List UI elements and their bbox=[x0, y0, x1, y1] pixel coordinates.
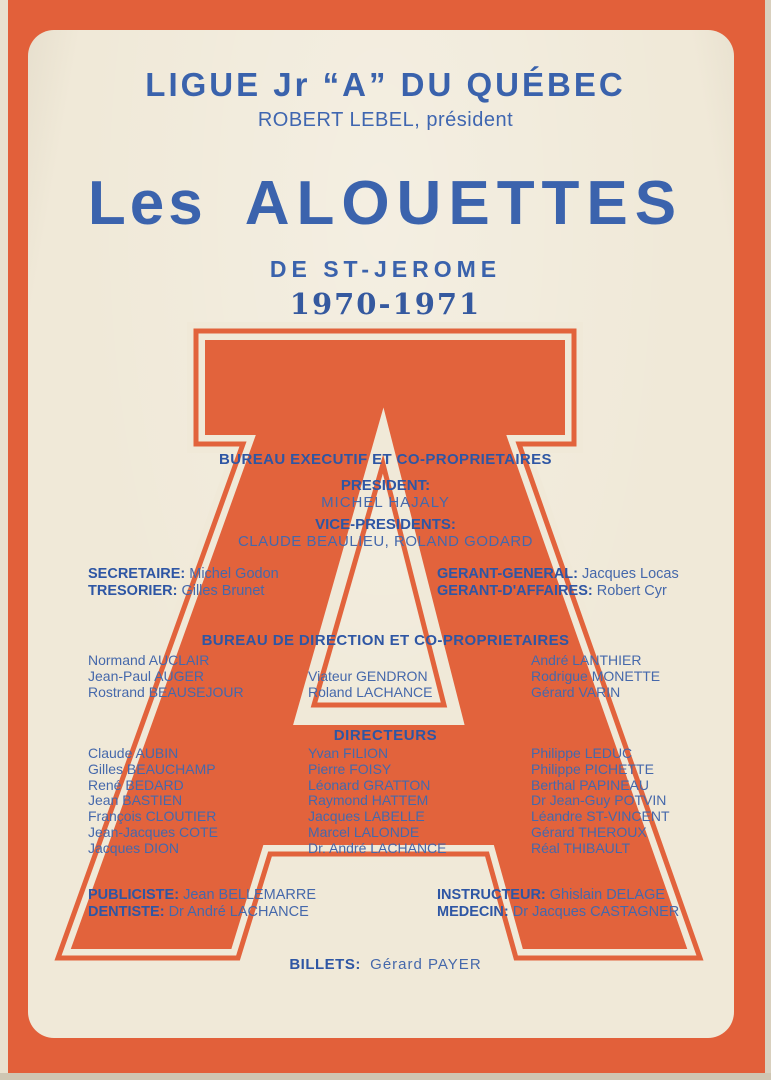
officer-label: SECRETAIRE: bbox=[88, 566, 186, 582]
team-title-prefix: Les bbox=[87, 169, 207, 238]
team-title-name: ALOUETTES bbox=[244, 169, 684, 238]
member-name: Réal THIBAULT bbox=[531, 839, 631, 856]
member-name: Jacques LABELLE bbox=[308, 808, 425, 825]
member-name: Roland LACHANCE bbox=[308, 684, 433, 700]
staff-row bbox=[437, 887, 679, 904]
member-name: Léandre ST-VINCENT bbox=[531, 808, 670, 825]
member-name: François CLOUTIER bbox=[88, 808, 217, 825]
billets-line bbox=[0, 956, 771, 973]
member-name: Léonard GRATTON bbox=[308, 776, 431, 793]
section-heading-bureau-direction: BUREAU DE DIRECTION ET CO-PROPRIETAIRES bbox=[201, 632, 570, 649]
staff-label: INSTRUCTEUR: bbox=[437, 887, 546, 903]
staff-name: Dr Jacques CASTAGNER bbox=[512, 904, 680, 920]
direction-column-3 bbox=[531, 652, 660, 700]
officer-name: Jacques Locas bbox=[582, 566, 679, 582]
member-name: Marcel LALONDE bbox=[308, 823, 420, 840]
directeurs-column-2 bbox=[308, 746, 447, 857]
member-name: Berthal PAPINEAU bbox=[531, 776, 650, 793]
staff-row bbox=[88, 904, 316, 921]
staff-row bbox=[88, 887, 316, 904]
vice-presidents-names: CLAUDE BEAULIEU, ROLAND GODARD bbox=[237, 533, 534, 550]
directeurs-column-3 bbox=[531, 746, 670, 857]
staff-name: Jean BELLEMARRE bbox=[183, 887, 317, 903]
officer-label: GERANT-GENERAL: bbox=[437, 566, 578, 582]
member-name: Dr. André LACHANCE bbox=[308, 839, 447, 856]
officer-row bbox=[88, 566, 279, 583]
officers-right-block bbox=[437, 566, 679, 600]
staff-row bbox=[437, 904, 679, 921]
member-name: Jean-Paul AUGER bbox=[88, 668, 204, 684]
officer-name: Robert Cyr bbox=[596, 583, 667, 599]
billets-name: Gérard PAYER bbox=[370, 956, 482, 973]
member-name: René BEDARD bbox=[88, 776, 184, 793]
president-label: PRESIDENT: bbox=[340, 477, 431, 494]
league-title: LIGUE Jr “A” DU QUÉBEC bbox=[145, 66, 626, 103]
officer-row bbox=[437, 583, 679, 600]
directeurs-column-1 bbox=[88, 746, 218, 857]
staff-label: DENTISTE: bbox=[88, 904, 165, 920]
staff-label: MEDECIN: bbox=[437, 904, 509, 920]
member-name: Rodrigue MONETTE bbox=[531, 668, 661, 684]
president-name: MICHEL HAJALY bbox=[321, 494, 450, 511]
member-name: Jean-Jacques COTE bbox=[88, 823, 218, 840]
member-name: Claude AUBIN bbox=[88, 745, 179, 761]
officers-left-block bbox=[88, 566, 279, 600]
member-name: Gérard VARIN bbox=[531, 684, 621, 700]
team-city: DE ST-JEROME bbox=[269, 256, 502, 282]
member-name: Viateur GENDRON bbox=[308, 668, 428, 684]
member-name: Pierre FOISY bbox=[308, 760, 392, 777]
billets-label: BILLETS: bbox=[289, 956, 361, 973]
officer-name: Gilles Brunet bbox=[181, 583, 265, 599]
member-name: Gilles BEAUCHAMP bbox=[88, 760, 216, 777]
member-name: Jean BASTIEN bbox=[88, 792, 183, 809]
member-name: Dr Jean-Guy POTVIN bbox=[531, 792, 667, 809]
officer-row bbox=[88, 583, 279, 600]
member-name: Jacques DION bbox=[88, 839, 180, 856]
member-name: Rostrand BEAUSEJOUR bbox=[88, 684, 244, 700]
season-years: 1970-1971 bbox=[289, 287, 482, 321]
member-name: Philippe LEDUC bbox=[531, 745, 633, 761]
officer-label: TRESORIER: bbox=[88, 583, 178, 599]
league-president: ROBERT LEBEL, président bbox=[257, 109, 514, 131]
vice-presidents-label: VICE-PRESIDENTS: bbox=[315, 516, 456, 533]
staff-label: PUBLICISTE: bbox=[88, 887, 180, 903]
section-heading-directeurs: DIRECTEURS bbox=[333, 727, 438, 744]
member-name: Philippe PICHETTE bbox=[531, 760, 654, 777]
officer-name: Michel Godon bbox=[189, 566, 279, 582]
team-title bbox=[0, 168, 771, 239]
staff-right-block bbox=[437, 887, 679, 921]
member-name: André LANTHIER bbox=[531, 652, 642, 668]
staff-left-block bbox=[88, 887, 316, 921]
officer-row bbox=[437, 566, 679, 583]
staff-name: Ghislain DELAGE bbox=[549, 887, 666, 903]
section-heading-bureau-executif: BUREAU EXECUTIF ET CO-PROPRIETAIRES bbox=[219, 451, 552, 468]
officer-label: GERANT-D'AFFAIRES: bbox=[437, 583, 593, 599]
direction-column-1 bbox=[88, 652, 244, 700]
member-name: Yvan FILION bbox=[308, 745, 389, 761]
member-name: Raymond HATTEM bbox=[308, 792, 429, 809]
member-name: Normand AUCLAIR bbox=[88, 652, 210, 668]
staff-name: Dr André LACHANCE bbox=[168, 904, 309, 920]
member-name: Gérard THEROUX bbox=[531, 823, 647, 840]
direction-column-2 bbox=[308, 668, 433, 700]
